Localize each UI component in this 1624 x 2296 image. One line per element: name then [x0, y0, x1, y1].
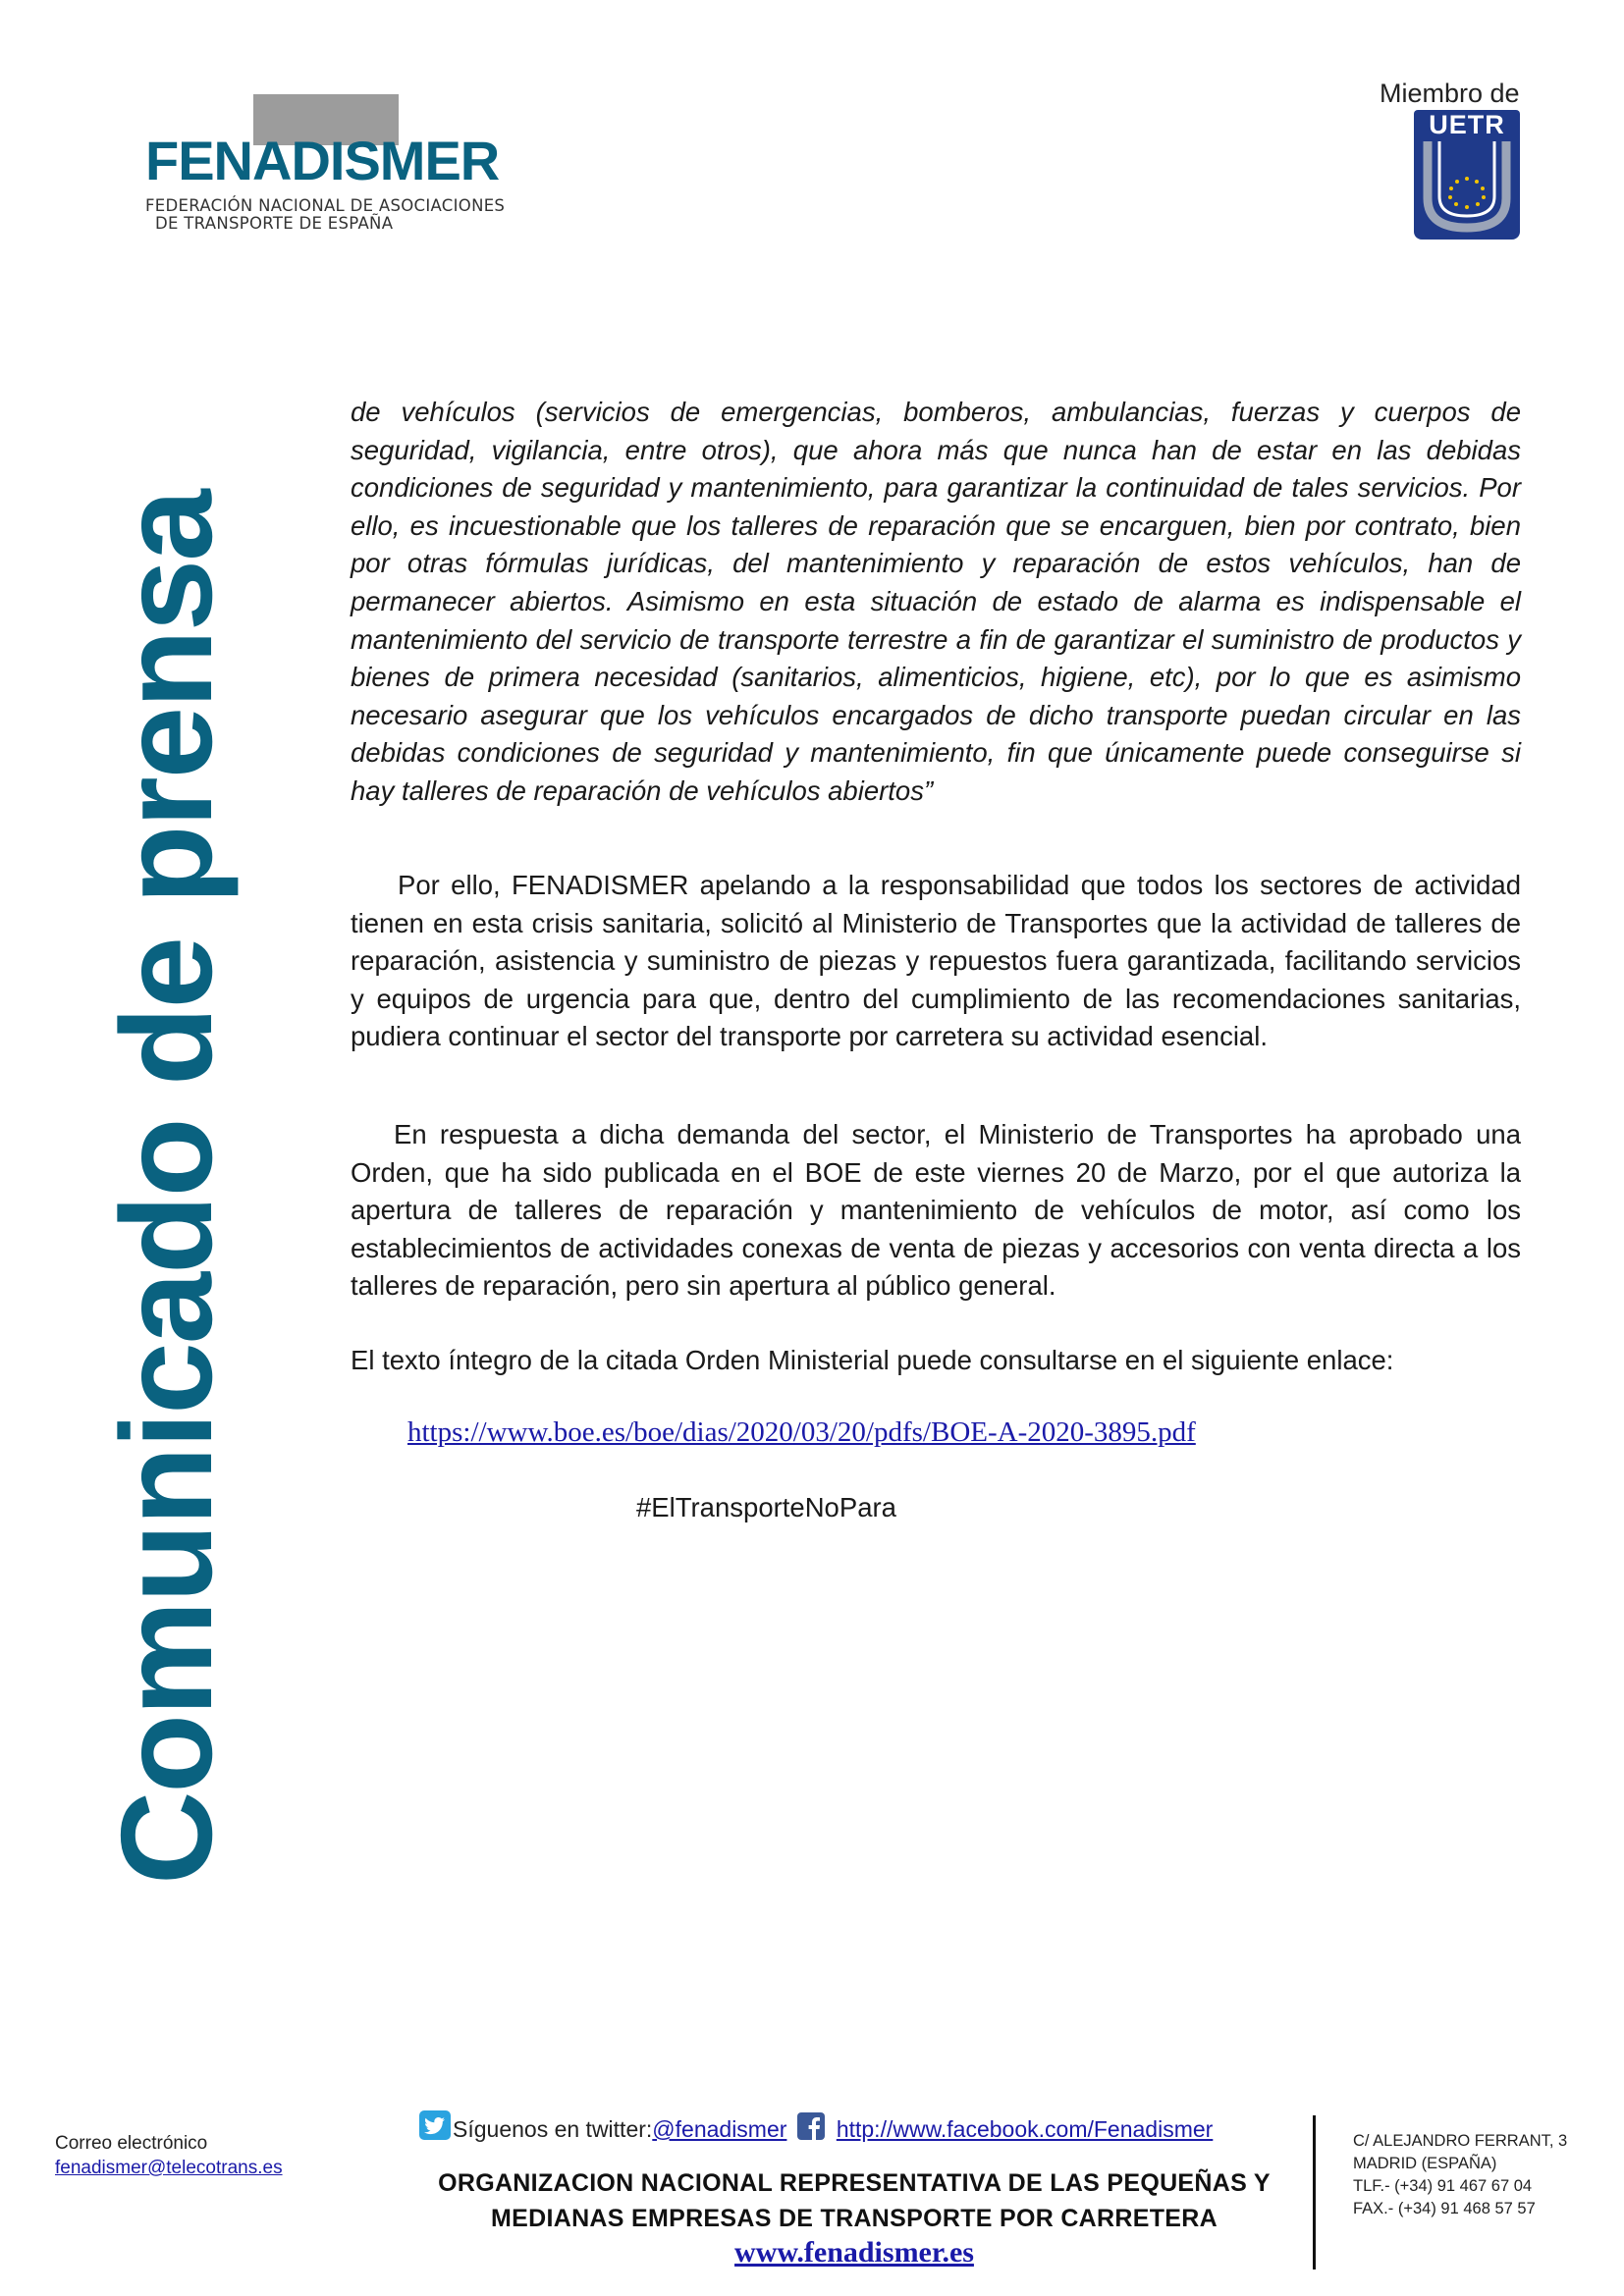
uetr-label: UETR: [1429, 110, 1505, 139]
fenadismer-logo: [145, 94, 509, 241]
facebook-link[interactable]: http://www.facebook.com/Fenadismer: [836, 2116, 1214, 2142]
footer-organization: [412, 2165, 1296, 2236]
twitter-prefix: Síguenos en twitter:: [453, 2116, 653, 2142]
facebook-icon[interactable]: [797, 2112, 825, 2140]
footer-divider: [1313, 2115, 1316, 2269]
quote-paragraph: de vehículos (servicios de emergencias, bomberos, ambulancias, fuerzas y cuerpos de seguridad, vigilancia, entre otros), que ahora más que nunca han de estar en las debidas condiciones de seguridad y mantenimiento, para garantizar la continuidad de tales servicios. Por ello, es incuestionable que los talleres de reparación que se encarguen, bien por contrato, bien por otras fórmulas jurídicas, del mantenimiento y reparación de estos vehículos, han de permanecer abiertos. Asimismo en esta situación de estado de alarma es indispensable el mantenimiento del servicio de transporte terrestre a fin de garantizar el suministro de productos y bienes de primera necesidad (sanitarios, alimenticios, higiene, etc), por lo que es asimismo necesario asegurar que los vehículos encargados de dicho transporte puedan circular en las debidas condiciones de seguridad y mantenimiento, fin que únicamente puede conseguirse si hay talleres de reparación de vehículos abiertos”: [351, 397, 1521, 806]
logo-name: FENADISMER: [145, 130, 500, 191]
eu-stars-icon: [1414, 137, 1520, 236]
paragraph-3-text: En respuesta a dicha demanda del sector, el Ministerio de Transportes ha aprobado una Orden, que ha sido publicada en el BOE de este viernes 20 de Marzo, por el que autoriza la apertura de talleres de reparación y mantenimiento de vehículos de motor, así como los establecimientos de actividades conexas de venta de piezas y accesorios con venta directa a los talleres de reparación, pero sin apertura al público general.: [351, 1119, 1521, 1302]
twitter-handle-link[interactable]: @fenadismer: [652, 2116, 787, 2142]
address-line: C/ ALEJANDRO FERRANT, 3: [1353, 2132, 1568, 2150]
org-line-1: ORGANIZACION NACIONAL REPRESENTATIVA DE LAS PEQUEÑAS Y: [438, 2169, 1271, 2197]
uetr-logo: [1414, 110, 1520, 240]
email-link[interactable]: fenadismer@telecotrans.es: [55, 2158, 283, 2178]
member-badge: [1380, 79, 1546, 139]
paragraph-3: [351, 1116, 1521, 1306]
city-line: MADRID (ESPAÑA): [1353, 2155, 1497, 2172]
footer-website: [412, 2236, 1296, 2269]
paragraph-2: [351, 867, 1521, 1056]
footer-address-block: [1353, 2130, 1567, 2220]
fax-line: FAX.- (+34) 91 468 57 57: [1353, 2200, 1536, 2217]
boe-link[interactable]: https://www.boe.es/boe/dias/2020/03/20/pdfs/BOE-A-2020-3895.pdf: [407, 1416, 1196, 1448]
twitter-icon[interactable]: [419, 2110, 451, 2140]
logo-subtitle-line2: DE TRANSPORTE DE ESPAÑA: [155, 214, 394, 233]
hashtag: #ElTransporteNoPara: [636, 1492, 896, 1522]
website-link[interactable]: www.fenadismer.es: [734, 2236, 974, 2269]
footer-email-block: [55, 2131, 283, 2180]
phone-line: TLF.- (+34) 91 467 67 04: [1353, 2177, 1533, 2195]
side-title: Comunicado de prensa: [94, 491, 239, 1885]
paragraph-4: El texto íntegro de la citada Orden Ministerial puede consultarse en el siguiente enlace:: [351, 1345, 1394, 1375]
member-text: Miembro de: [1380, 79, 1520, 108]
paragraph-2-text: Por ello, FENADISMER apelando a la responsabilidad que todos los sectores de actividad tienen en esta crisis sanitaria, solicitó al Ministerio de Transportes que la actividad de talleres de reparación, asistencia y suministro de piezas y repuestos fuera garantizada, facilitando servicios y equipos de urgencia para que, dentro del cumplimiento de las recomendaciones sanitarias, pudiera continuar el sector del transporte por carretera su actividad esencial.: [351, 870, 1521, 1052]
org-line-2: MEDIANAS EMPRESAS DE TRANSPORTE POR CARRETERA: [491, 2205, 1218, 2232]
logo-subtitle-line1: FEDERACIÓN NACIONAL DE ASOCIACIONES: [145, 196, 506, 215]
footer-social: [419, 2110, 1213, 2143]
email-label: Correo electrónico: [55, 2133, 208, 2154]
